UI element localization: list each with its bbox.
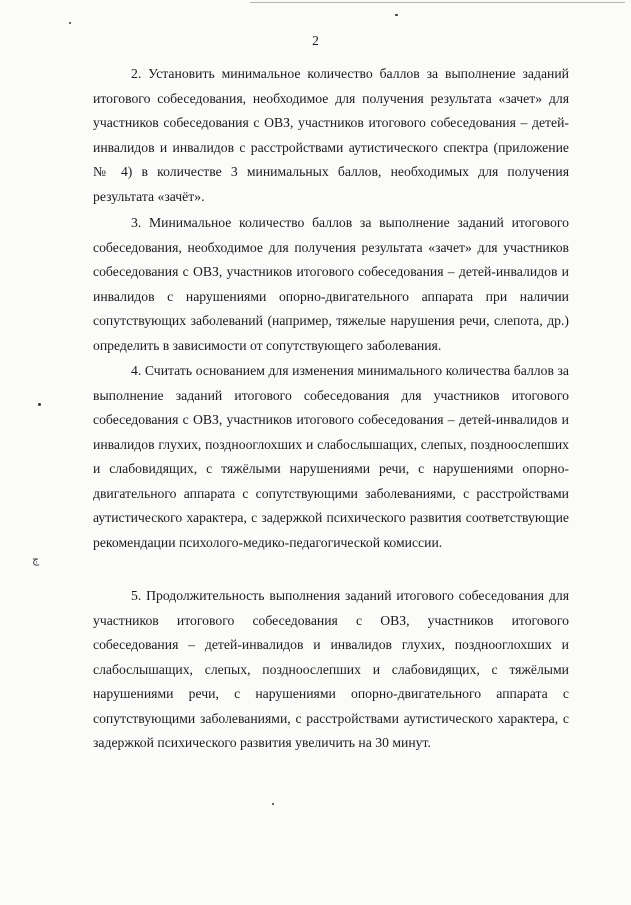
paragraph-item-4: 4. Считать основанием для изменения минимального количества баллов за выполнение заданий итогового собеседования для участников итогового собеседования с ОВЗ, участников итогового собеседования – детей-инвалидов и инвалидов глухих, позднооглохших и слабослышащих, слепых, поздноослепших и слабовидящих, с тяжёлыми нарушениями речи, с нарушениями опорно-двигательного аппарата с сопутствующими заболеваниями, с расстройствами аутистического характера, с задержкой психического развития соответствующие рекомендации психолого-медико-педагогической комиссии. bbox=[93, 363, 569, 550]
scan-speck bbox=[272, 803, 274, 805]
page-number: 2 bbox=[312, 33, 319, 48]
paragraph-item-5: 5. Продолжительность выполнения заданий итогового собеседования для участников итогового собеседования с ОВЗ, участников итогового собеседования – детей-инвалидов и инвалидов глухих, позднооглохших и слабослышащих, слепых, поздноослепших и слабовидящих, с тяжёлыми нарушениями речи, с нарушениями опорно-двигательного аппарата с сопутствующими заболеваниями, с расстройствами аутистического характера, с задержкой психического развития увеличить на 30 минут. bbox=[93, 588, 569, 750]
scan-speck bbox=[395, 14, 398, 16]
scan-speck bbox=[69, 22, 71, 24]
paragraph-item-3: 3. Минимальное количество баллов за выполнение заданий итогового собеседования, необходимое для получения результата «зачет» для участников собеседования с ОВЗ, участников итогового собеседования – детей-инвалидов и инвалидов с нарушениями опорно-двигательного аппарата при наличии сопутствующих заболеваний (например, тяжелые нарушения речи, слепота, др.) определить в зависимости от сопутствующего заболевания. bbox=[93, 215, 569, 353]
scan-edge-line bbox=[250, 2, 625, 3]
margin-scribble-icon: ڄ bbox=[32, 554, 40, 566]
scan-speck bbox=[38, 403, 41, 406]
paragraph-item-2: 2. Установить минимальное количество баллов за выполнение заданий итогового собеседования, необходимое для получения результата «зачет» для участников собеседования с ОВЗ, участников итогового собеседования – детей-инвалидов и инвалидов с расстройствами аутистического спектра (приложение № 4) в количестве 3 минимальных баллов, необходимых для получения результата «зачёт». bbox=[93, 66, 569, 204]
